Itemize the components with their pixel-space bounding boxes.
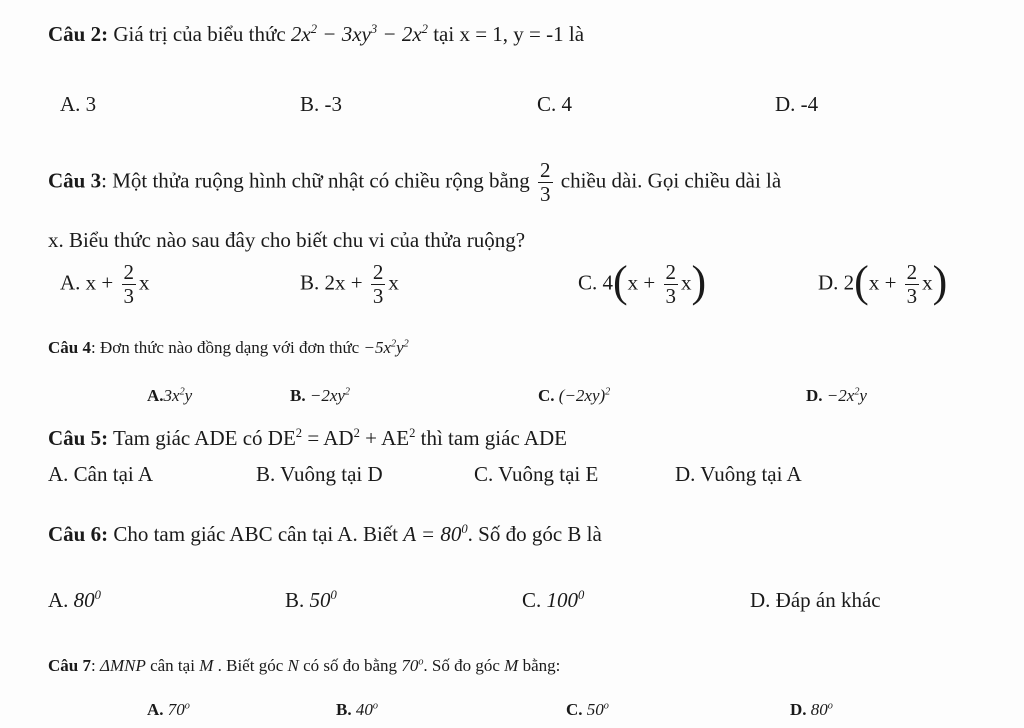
q5-option-c[interactable]: C. Vuông tại E (474, 462, 599, 486)
question-5-text-after: thì tam giác ADE (415, 426, 568, 450)
q7-option-d[interactable]: D. 80$^o$ (790, 700, 833, 719)
q3-option-d[interactable]: D. 2(x + $\frac{2}{3}$ x) (818, 256, 948, 308)
q6-option-d[interactable]: D. Đáp án khác (750, 588, 881, 612)
q4-option-a[interactable]: $A.3x^2y$ (147, 386, 193, 405)
q5-option-d[interactable]: D. Vuông tại A (675, 462, 802, 486)
question-2-expression: $2x^2 - 3xy^3 - 2x^2$ (290, 22, 428, 46)
q7-option-c[interactable]: C. 50$^o$ (566, 700, 609, 719)
question-5 (48, 426, 567, 451)
q6-option-b[interactable]: B. $50^0$ (285, 588, 337, 612)
question-4-expression: $-5x^2y^2$ (363, 338, 409, 357)
question-6-expression: $A = 80^0$ (403, 522, 468, 546)
question-2-label: Câu 2: (48, 22, 109, 46)
question-7-label: Câu 7 (48, 656, 91, 675)
question-3-label: Câu 3 (48, 168, 102, 193)
q4-option-b[interactable]: B. $-2xy^2$ (290, 386, 350, 405)
q6-option-c[interactable]: C. $100^0$ (522, 588, 585, 612)
q2-option-c[interactable]: C. 4 (537, 92, 573, 116)
q4-option-c[interactable]: C. $(-2xy)^2$ (538, 386, 611, 405)
q4-option-d[interactable]: D. $-2x^2y$ (806, 386, 867, 405)
q6-option-a[interactable]: A. $80^0$ (48, 588, 101, 612)
q5-option-a[interactable]: A. Cân tại A (48, 462, 153, 486)
q7-option-a[interactable]: A. 70$^o$ (147, 700, 190, 719)
question-4-text: : Đơn thức nào đồng dạng với đơn thức (90, 338, 364, 357)
question-5-label: Câu 5: (48, 426, 109, 450)
question-2-text-after: tại x = 1, y = -1 là (427, 22, 585, 46)
q3-option-c[interactable]: C. 4(x + $\frac{2}{3}$ x) (578, 256, 707, 308)
question-3-line-2: x. Biểu thức nào sau đây cho biết chu vi của thửa ruộng? (48, 228, 526, 252)
question-7: Câu 7: ΔMNP cân tại M . Biết góc N có số đo bằng 70$^o$. Số đo góc M bằng: (48, 656, 561, 675)
q3-option-b[interactable]: B. 2x + $\frac{2}{3}$ x (300, 260, 399, 308)
question-2 (48, 22, 584, 47)
question-6-text: Cho tam giác ABC cân tại A. Biết (108, 522, 404, 546)
question-4 (48, 338, 409, 358)
q2-option-a[interactable]: A. 3 (60, 92, 97, 116)
question-6 (48, 522, 602, 547)
question-5-text: Tam giác ADE có (108, 426, 268, 450)
question-6-label: Câu 6: (48, 522, 109, 546)
question-3-text: : Một thửa ruộng hình chữ nhật có chiều rộng bằng (101, 168, 536, 193)
question-6-text-after: . Số đo góc B là (467, 522, 602, 546)
q5-option-b[interactable]: B. Vuông tại D (256, 462, 383, 486)
question-3 (48, 160, 781, 205)
q2-option-b[interactable]: B. -3 (300, 92, 342, 116)
question-4-label: Câu 4 (48, 338, 91, 357)
q7-option-b[interactable]: B. 40$^o$ (336, 700, 378, 719)
q2-option-d[interactable]: D. -4 (775, 92, 819, 116)
question-2-text: Giá trị của biểu thức (108, 22, 291, 46)
question-5-expression: $DE^2 = AD^2 + AE^2$ (267, 426, 416, 450)
question-3-text-after: chiều dài. Gọi chiều dài là (555, 168, 782, 193)
q3-option-a[interactable]: A. x + $\frac{2}{3}$ x (60, 260, 150, 308)
question-3-fraction: $\frac{2}{3}$ (540, 158, 551, 206)
